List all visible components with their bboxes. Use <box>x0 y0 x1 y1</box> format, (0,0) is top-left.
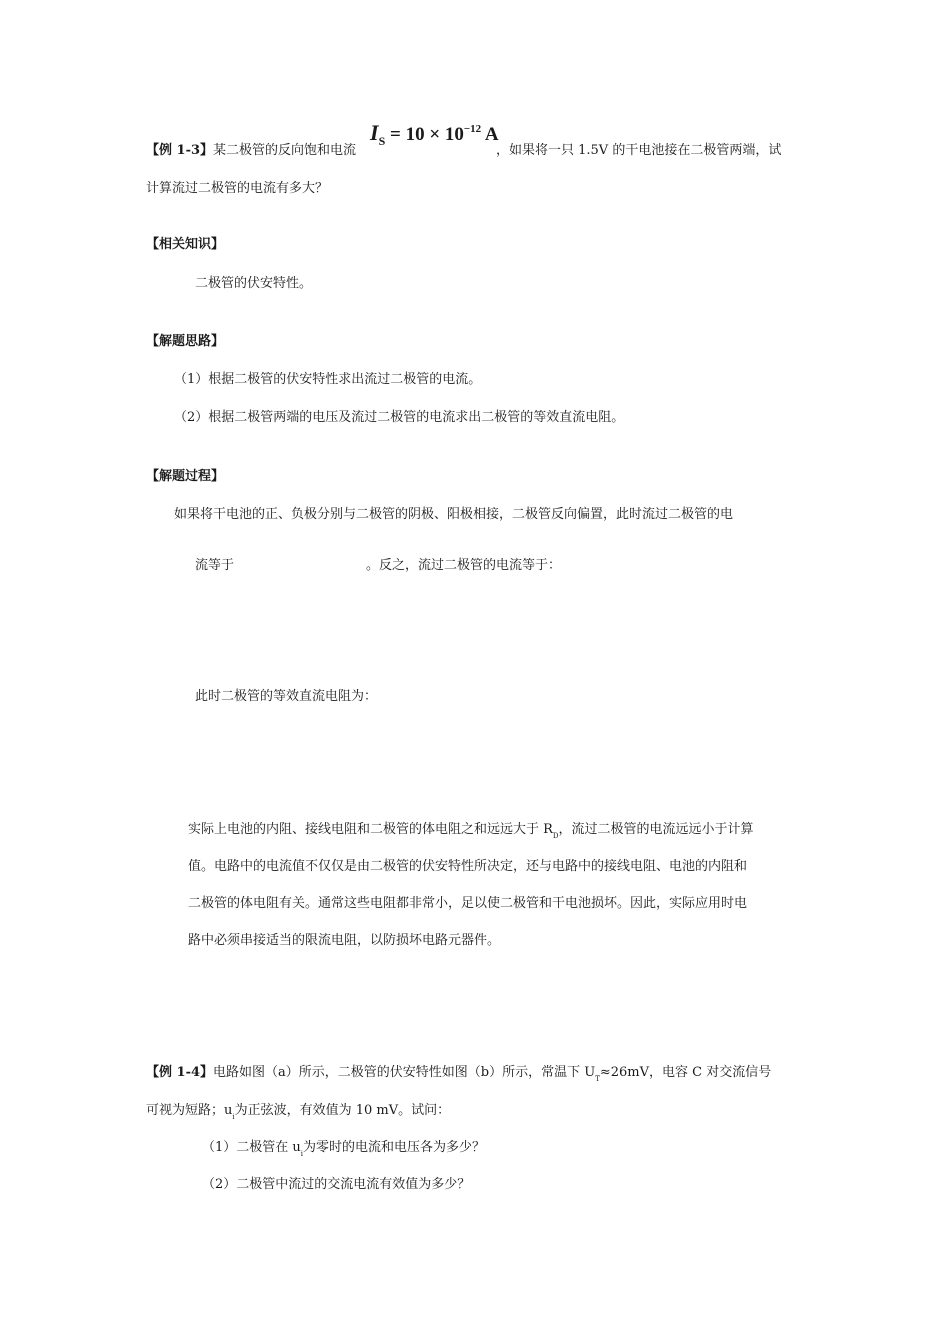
process-paragraph-4-line-3: 二极管的体电阻有关。通常这些电阻都非常小，足以使二极管和干电池损坏。因此，实际应用时电 <box>188 896 748 911</box>
idea-heading: 【解题思路】 <box>146 334 225 349</box>
formula-equals: = 10 × 10 <box>390 124 464 145</box>
formula-symbol: I <box>370 120 379 145</box>
process-heading: 【解题过程】 <box>146 469 225 484</box>
example-1-4-question-2: （2）二极管中流过的交流电流有效值为多少？ <box>202 1177 471 1192</box>
ex14-l2-a: 可视为短路；u <box>146 1103 233 1118</box>
idea-step-1: （1）根据二极管的伏安特性求出流过二极管的电流。 <box>174 372 482 387</box>
ex14-l2-b: 为正弦波，有效值为 10 mV。试问： <box>234 1103 451 1118</box>
ex14-q1-a: （1）二极管在 u <box>202 1140 301 1155</box>
p4-line1-a: 实际上电池的内阻、接线电阻和二极管的体电阻之和远远大于 R <box>188 822 553 837</box>
process-resistance-text: 此时二极管的等效直流电阻为： <box>195 689 378 704</box>
example-1-4-question-1 <box>202 1139 485 1158</box>
process-paragraph-4-line-1 <box>188 821 754 840</box>
example-1-3-line1 <box>146 142 356 160</box>
ex14-l1-b: ≈26mV，电容 C 对交流信号 <box>599 1065 772 1080</box>
knowledge-heading: 【相关知识】 <box>146 237 225 252</box>
ex14-q1-sub: i <box>300 1150 304 1158</box>
process-paragraph-1: 如果将干电池的正、负极分别与二极管的阴极、阳极相接，二极管反向偏置，此时流过二极管的电 <box>174 507 734 522</box>
formula-exponent: −12 <box>463 123 482 135</box>
example-1-4-tag: 【例 1-4】 <box>146 1065 214 1080</box>
ex14-l1-sub: T <box>595 1075 600 1083</box>
example-1-4-line1 <box>146 1064 771 1083</box>
example-1-3-line2: 计算流过二极管的电流有多大？ <box>146 181 329 196</box>
formula-unit: A <box>484 124 499 145</box>
p4-line1-sub: D <box>552 832 559 840</box>
process-paragraph-4-line-4: 路中必须串接适当的限流电阻，以防损坏电路元器件。 <box>188 933 501 948</box>
knowledge-text: 二极管的伏安特性。 <box>195 276 313 291</box>
example-1-4-line2 <box>146 1102 450 1121</box>
saturation-current-formula <box>370 120 499 150</box>
idea-step-2: （2）根据二极管两端的电压及流过二极管的电流求出二极管的等效直流电阻。 <box>174 410 625 425</box>
p4-line1-b: ，流过二极管的电流远远小于计算 <box>558 822 754 837</box>
example-1-3-tag: 【例 1-3】 <box>146 143 214 158</box>
process-current-equals-label: 流等于 <box>195 558 235 573</box>
process-reverse-current-text: 。反之，流过二极管的电流等于： <box>366 558 562 573</box>
ex14-l1-a: 电路如图（a）所示，二极管的伏安特性如图（b）所示，常温下 U <box>213 1065 596 1080</box>
example-1-3-text-b: ，如果将一只 1.5V 的干电池接在二极管两端，试 <box>496 143 782 158</box>
example-1-3-text-a: 某二极管的反向饱和电流 <box>213 143 357 158</box>
ex14-l2-sub: i <box>232 1113 235 1121</box>
process-paragraph-4-line-2: 值。电路中的电流值不仅仅是由二极管的伏安特性所决定，还与电路中的接线电阻、电池的内阻和 <box>188 859 748 874</box>
formula-subscript: S <box>378 134 386 148</box>
ex14-q1-b: 为零时的电流和电压各为多少？ <box>303 1140 486 1155</box>
